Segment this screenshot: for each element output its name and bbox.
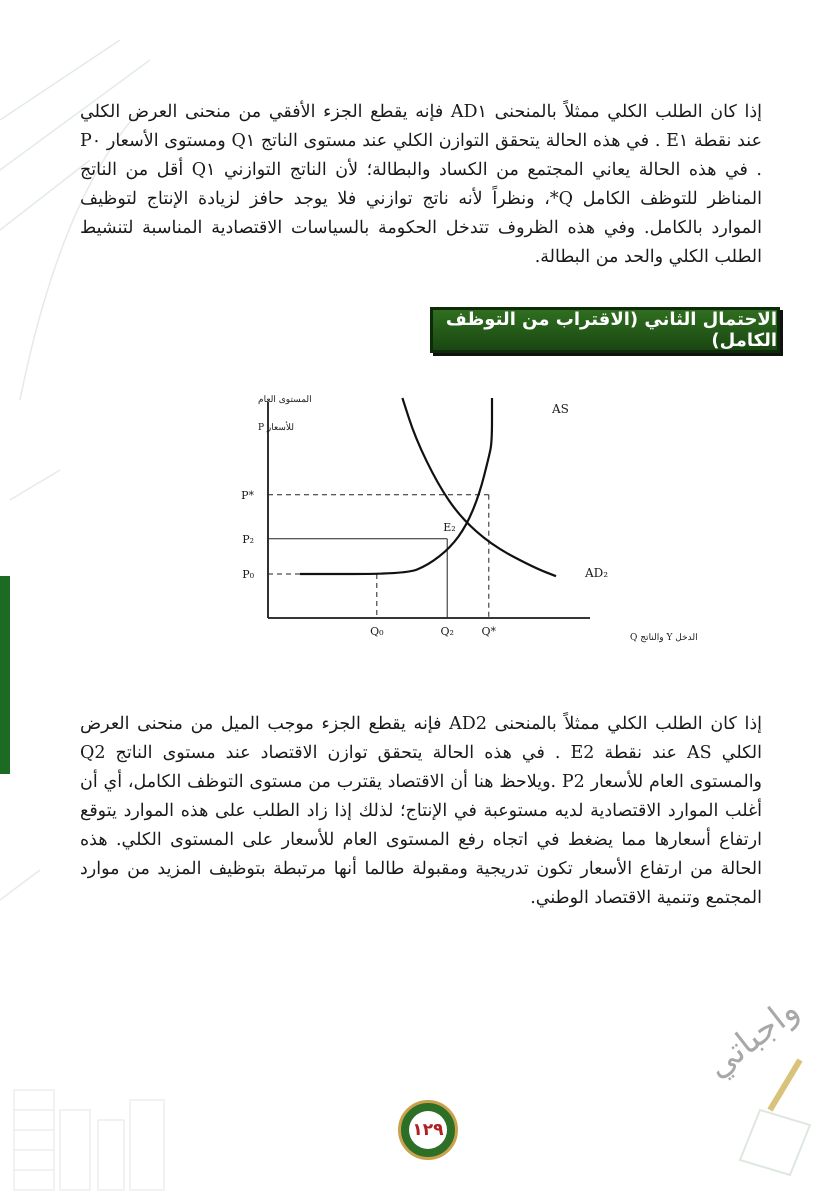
section-title-banner — [430, 307, 780, 353]
x-tick-2: Q* — [481, 625, 497, 638]
x-tick-labels — [370, 625, 496, 638]
y-axis-label-line1: المستوى العام — [258, 395, 312, 405]
guide-lines — [268, 495, 489, 618]
watermark-logo: واجباتي — [698, 989, 807, 1087]
page-number: ١٢٩ — [409, 1111, 447, 1149]
x-axis-label: الدخل Y والناتج Q — [630, 633, 698, 643]
y-tick-2: P₀ — [242, 568, 254, 581]
x-tick-1: Q₂ — [440, 625, 454, 638]
as-curve-label: AS — [552, 402, 569, 416]
y-axis-label-line2: للأسعار P — [258, 423, 295, 433]
section-title: الاحتمال الثاني (الاقتراب من التوظف الكامل) — [445, 309, 777, 351]
ad2-curve-label: AD₂ — [585, 566, 609, 580]
y-tick-0: P* — [241, 488, 254, 502]
y-tick-labels — [241, 489, 254, 581]
page-number-badge — [398, 1100, 458, 1160]
paragraph-first-case: إذا كان الطلب الكلي ممثلاً بالمنحنى AD١ فإنه يقطع الجزء الأفقي من منحنى العرض الكلي عند نقطة E١ . في هذه الحالة يتحقق التوازن الكلي عند مستوى الناتج Q١ ومستوى الأسعار P٠ . في هذه الحالة يعاني المجتمع من الكساد والبطالة؛ لأن الناتج التوازني Q١ أقل من الناتج المناظر للتوظف الكامل Q*، ونظراً لأنه ناتج توازني فلا يوجد حافز لزيادة الإنتاج لتوظيف الموارد بالكامل. وفي هذه الظروف تتدخل الحكومة بالسياسات الاقتصادية المناسبة لتنشيط الطلب الكلي والحد من البطالة. — [80, 102, 763, 267]
ad2-curve — [402, 398, 556, 576]
as-ad-chart — [200, 380, 698, 660]
paragraph-second-case: إذا كان الطلب الكلي ممثلاً بالمنحنى AD2 فإنه يقطع الجزء موجب الميل من منحنى العرض الكلي AS عند نقطة E2 . في هذه الحالة يتحقق توازن الاقتصاد عند مستوى الناتج Q2 والمستوى العام للأسعار P2 .ويلاحظ هنا أن الاقتصاد يقترب من مستوى التوظف الكامل، أي أن أغلب الموارد الاقتصادية لديه مستوعبة في الإنتاج؛ لذلك إذا زاد الطلب على هذه الموارد يتوقع ارتفاع أسعارها مما يضغط في اتجاه رفع المستوى العام للأسعار على المستوى الكلي. هذه الحالة من ارتفاع الأسعار تكون تدريجية ومقبولة طالما أنها مرتبطة بتوظيف المزيد من موارد المجتمع وتنمية الاقتصاد الوطني. — [80, 714, 763, 908]
y-tick-1: P₂ — [242, 532, 254, 546]
side-green-strip — [0, 576, 10, 774]
equilibrium-label: E₂ — [443, 520, 456, 534]
as-curve — [300, 398, 492, 574]
x-tick-0: Q₀ — [370, 625, 384, 638]
